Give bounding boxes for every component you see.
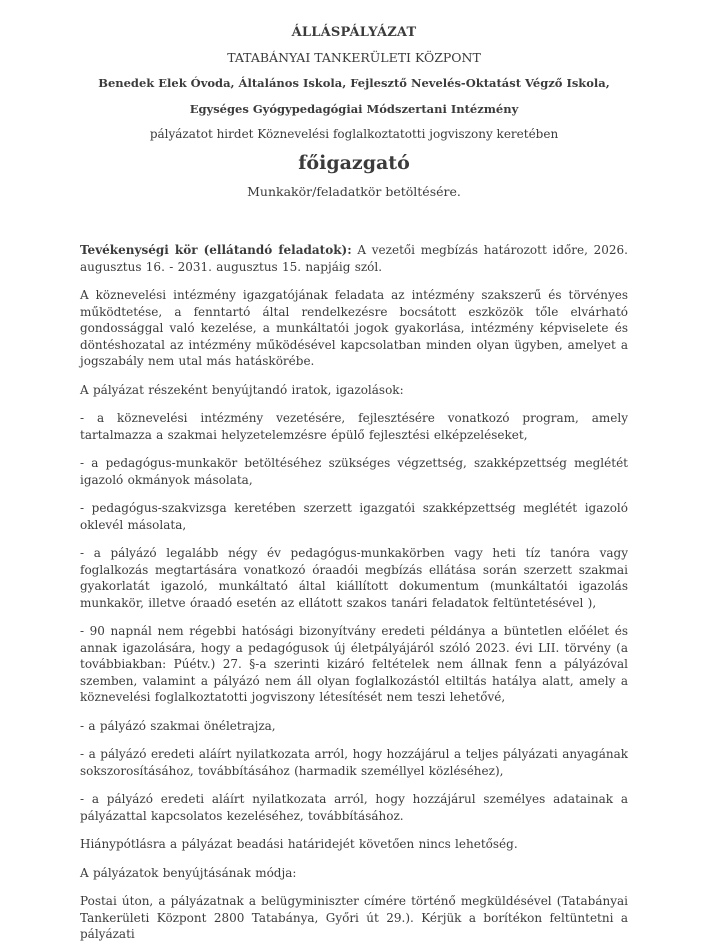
paragraph-required-docs-heading: A pályázat részeként benyújtandó iratok, igazolások:	[80, 382, 404, 397]
institution-name: Benedek Elek Óvoda, Általános Iskola, Fejlesztő Nevelés-Oktatást Végző Iskola, Egységes Gyógypedagógiai Módszertani Intézmény	[98, 76, 610, 116]
doc-type-title: ÁLLÁSPÁLYÁZAT	[291, 25, 417, 40]
list-item-work-experience: - a pályázó legalább négy év pedagógus-munkakörben vagy heti tíz tanóra vagy foglalkozás megtartására vonatkozó óraadói megbízás ellátása során szerzett szakmai gyakorlatát igazoló, munkáltató által kiállított dokumentum (munkáltatói igazolás munkakör, illetve óraadó esetén az ellátott szakos tanári feladatok feltüntetésével ),	[80, 546, 628, 610]
activity-scope-paragraph	[80, 242, 628, 275]
list-item-cv: - a pályázó szakmai önéletrajza,	[80, 718, 276, 733]
list-item-development-program: - a köznevelési intézmény vezetésére, fejlesztésére vonatkozó program, amely tartalmazza a szakmai helyzetelemzésre épülő fejlesztési elképzeléseket,	[80, 411, 628, 442]
paragraph-submission-method-heading: A pályázatok benyújtásának módja:	[80, 865, 297, 880]
list-item-consent-copying: - a pályázó eredeti aláírt nyilatkozata arról, hogy hozzájárul a teljes pályázati anyagának sokszorosításához, továbbításához (harmadik személlyel közléséhez),	[80, 747, 628, 778]
role-subtitle: Munkakör/feladatkör betöltésére.	[247, 184, 461, 199]
position-title: főigazgató	[298, 152, 410, 174]
announcement-line: pályázatot hirdet Köznevelési foglalkoztatotti jogviszony keretében	[149, 127, 559, 141]
list-item-criminal-record: - 90 napnál nem régebbi hatósági bizonyítvány eredeti példánya a büntetlen előélet és annak igazolására, hogy a pedagógusok új életpályájáról szóló 2023. évi LII. törvény (a továbbiakban: Púétv.) 27. §-a szerinti kizáró feltételek nem állnak fenn a pályázóval szemben, valamint a pályázó nem áll olyan foglalkozástól eltiltás hatálya alatt, amely a köznevelési foglalkoztatotti jogviszony létesítését nem teszi lehetővé,	[80, 624, 628, 704]
activity-scope-text: A vezetői megbízás határozott időre, 2026. augusztus 16. - 2031. augusztus 15. napjáig szól.	[80, 243, 628, 274]
list-item-consent-data: - a pályázó eredeti aláírt nyilatkozata arról, hogy hozzájárul személyes adatainak a pályázattal kapcsolatos kezeléséhez, továbbításához.	[80, 792, 628, 823]
paragraph-no-late-submission: Hiánypótlásra a pályázat beadási határidejét követően nincs lehetőség.	[80, 837, 518, 851]
activity-scope-label: Tevékenységi kör (ellátandó feladatok):	[80, 243, 352, 257]
organization-name: TATABÁNYAI TANKERÜLETI KÖZPONT	[227, 50, 481, 65]
list-item-exam-certificate: - pedagógus-szakvizsga keretében szerzett igazgatói szakképzettség meglétét igazoló oklevél másolata,	[80, 501, 628, 532]
paragraph-postal-submission: Postai úton, a pályázatnak a belügyminiszter címére történő megküldésével (Tatabányai Tankerületi Központ 2800 Tatabánya, Győri út 29.). Kérjük a borítékon feltüntetni a pályázati	[80, 894, 628, 941]
list-item-qualification-copies: - a pedagógus-munkakör betöltéséhez szükséges végzettség, szakképzettség meglétét igazoló okmányok másolata,	[80, 456, 628, 487]
document-header	[80, 20, 628, 206]
document-body	[80, 242, 628, 943]
paragraph-duties: A köznevelési intézmény igazgatójának feladata az intézmény szakszerű és törvényes működtetése, a fenntartó által rendelkezésre bocsátott eszközök tőle elvárható gondossággal való kezelése, a munkáltatói jogok gyakorlása, intézmény képviselete és döntéshozatal az intézmény működésével kapcsolatban minden olyan ügyben, amelyet a jogszabály nem utal más hatáskörébe.	[80, 288, 628, 368]
